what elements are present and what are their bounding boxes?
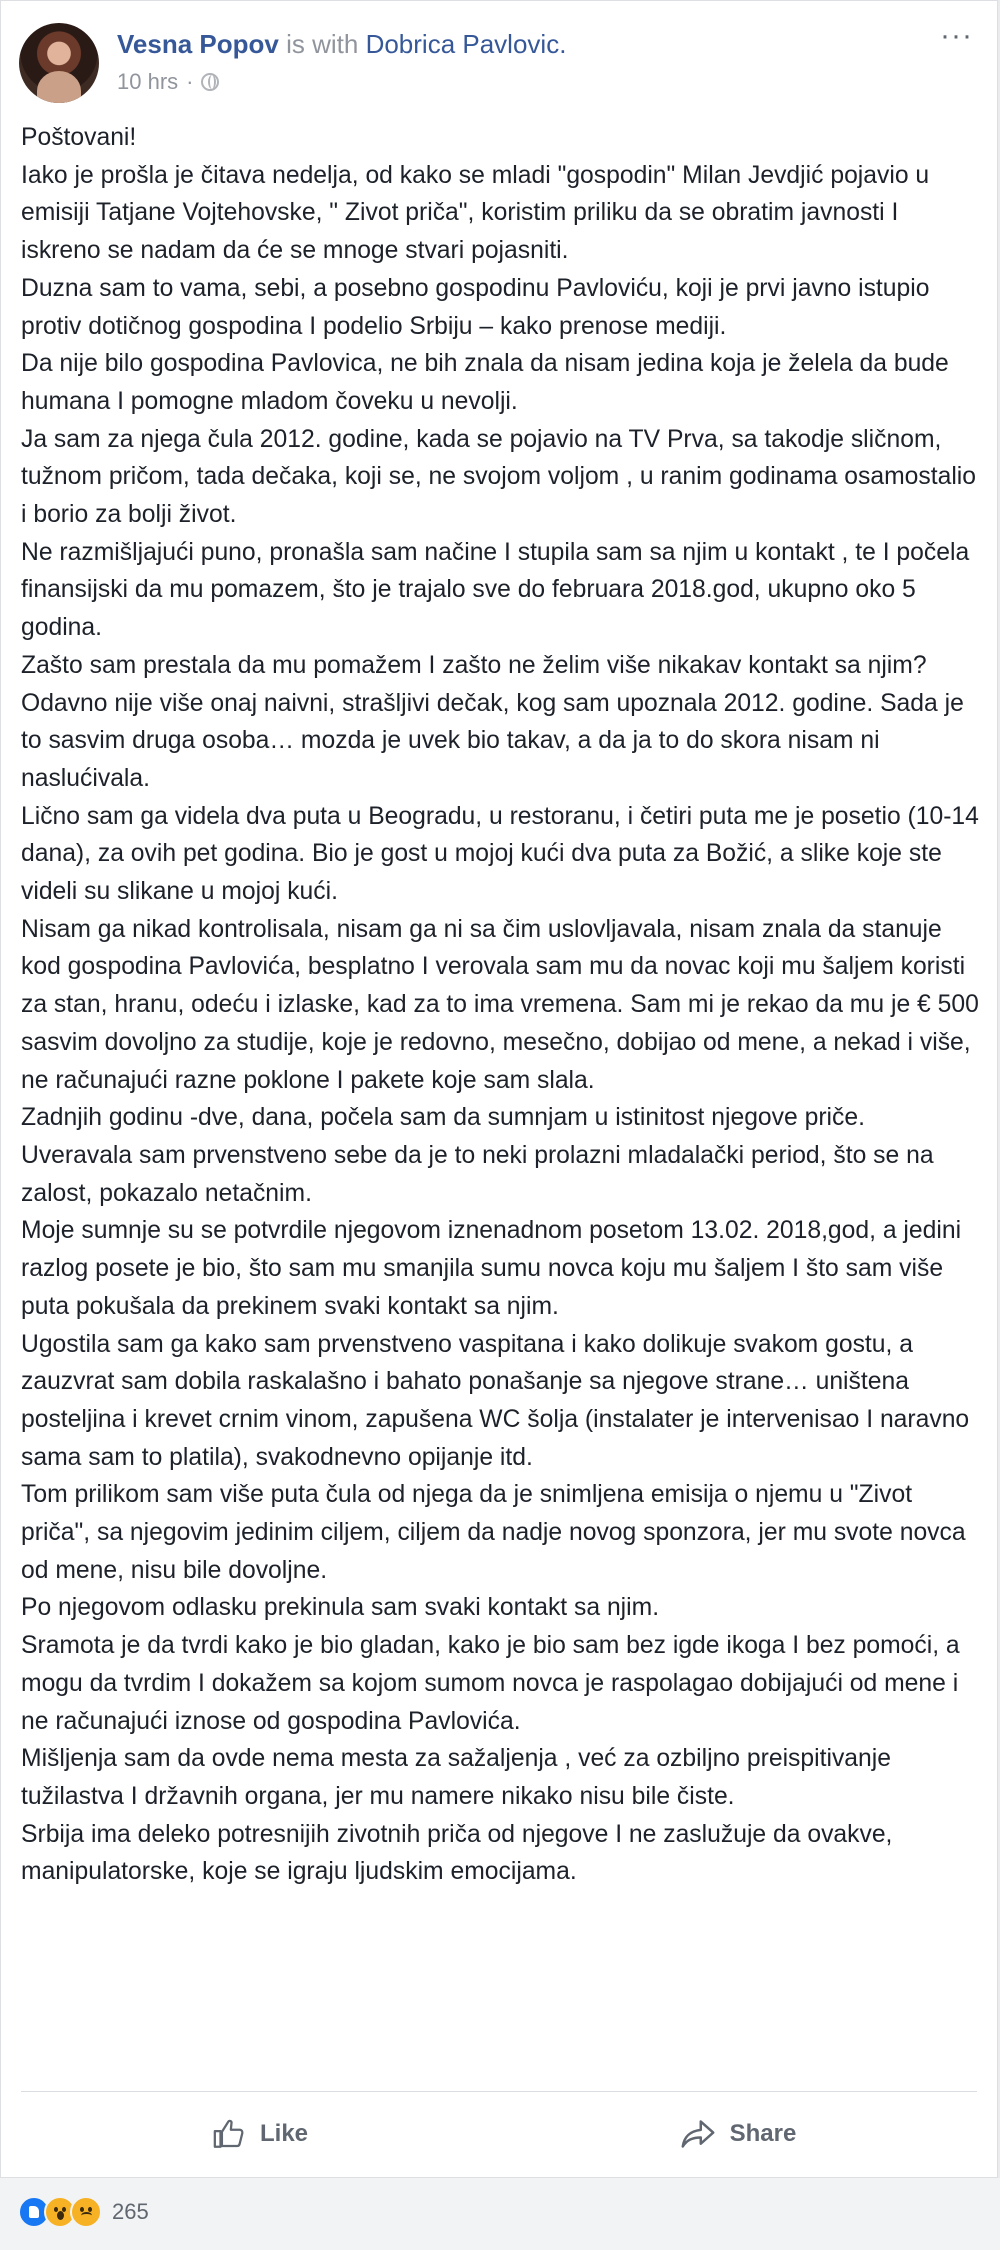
post-paragraph: Zadnjih godinu -dve, dana, počela sam da sumnjam u istinitost njegove priče. Uveravala sam prvenstveno sebe da je to neki prolazni mladalački period, što se na zalost, pokazalo netačnim. bbox=[21, 1104, 941, 1207]
avatar[interactable] bbox=[19, 23, 99, 103]
post-paragraph: Ja sam za njega čula 2012. godine, kada se pojavio na TV Prva, sa takodje sličnom, tužnom pričom, tada dečaka, koji se, ne svojom voljom , u ranim godinama osamostalio i borio za bolji život. bbox=[21, 425, 983, 529]
post-paragraph: Sramota je da tvrdi kako je bio gladan, kako je bio sam bez igde ikoga I bez pomoći, a mogu da tvrdim I dokažem sa kojom sumom novca je raspolagao dobijajući od mene i ne računajući iznose od gospodina Pavlovića. bbox=[21, 1632, 967, 1735]
post-timestamp[interactable]: 10 hrs bbox=[117, 69, 179, 94]
post-paragraph: Moje sumnje su se potvrdile njegovom iznenadnom posetom 13.02. 2018,god, a jedini razlog posete je bio, što sam mu smanjila sumu novca koju mu šaljem I što sam više puta pokušala da prekinem svaki kontakt sa njim. bbox=[21, 1217, 968, 1320]
globe-icon bbox=[201, 73, 219, 91]
post-header bbox=[19, 19, 979, 109]
post-paragraph: Tom prilikom sam više puta čula od njega da je snimljena emisija o njemu u "Zivot priča", sa njegovim jedinim ciljem, ciljem da nadje novog sponzora, jer mu svote novca od mene, nisu bile dovoljne. bbox=[21, 1481, 973, 1584]
post-paragraph: Da nije bilo gospodina Pavlovica, ne bih znala da nisam jedina koja je želela da bude humana I pomogne mladom čoveku u nevolji. bbox=[21, 350, 956, 415]
more-options-icon[interactable]: ··· bbox=[940, 19, 973, 52]
share-label: Share bbox=[729, 2120, 797, 2147]
action-divider bbox=[21, 2091, 977, 2092]
reaction-count: 265 bbox=[112, 2199, 149, 2224]
post-paragraph: Mišljenja sam da ovde nema mesta za sažaljenja , već za ozbiljno preispitivanje tužilastva I državnih organa, jer mu namere nikako nisu bile čiste. bbox=[21, 1745, 898, 1810]
post-meta bbox=[117, 69, 219, 95]
like-button[interactable] bbox=[21, 2097, 499, 2171]
post-paragraph: Po njegovom odlasku prekinula sam svaki kontakt sa njim. bbox=[21, 1594, 660, 1622]
post-title-line bbox=[117, 29, 566, 60]
post-paragraph: Nisam ga nikad kontrolisala, nisam ga ni sa čim uslovljavala, nisam znala da stanuje kod gospodina Pavlovića, besplatno I verovala sam mu da novac koji mu šaljem koristi za stan, hranu, odeću i izlaske, kad za to ima vremena. Sam mi je rekao da mu je € 500 sasvim dovoljno za studije, koje je redovno, mesečno, dobijao od mene, a nekad i više, ne računajući razne poklone I pakete koje sam slala. bbox=[21, 915, 986, 1094]
post-actions bbox=[21, 2097, 977, 2171]
post-paragraph: Srbija ima deleko potresnijih zivotnih priča od njegove I ne zaslužuje da ovakve, manipulatorske, koje se igraju ljudskim emocijama. bbox=[21, 1820, 900, 1886]
post-paragraph: Poštovani! bbox=[21, 124, 137, 151]
reaction-summary[interactable] bbox=[18, 2196, 149, 2228]
share-arrow-icon bbox=[680, 2118, 716, 2150]
post-paragraph: Lično sam ga videla dva puta u Beogradu, u restoranu, i četiri puta me je posetio (10-14 dana), za ovih pet godina. Bio je gost u mojoj kući dva puta za Božić, a slike koje ste videli su slikane u mojoj kući. bbox=[21, 802, 986, 906]
post-paragraph: Ugostila sam ga kako sam prvenstveno vaspitana i kako dolikuje svakom gostu, a zauzvrat sam dobila raskalašno i bahato ponašanje sa njegove strane… uništena posteljina i krevet crnim vinom, zapušena WC šolja (instalater je intervenisao I naravno sama sam to platila), svakodnevno opijanje itd. bbox=[21, 1330, 977, 1471]
like-label: Like bbox=[259, 2120, 309, 2147]
post-paragraph: Odavno nije više onaj naivni, strašljivi dečak, kog sam upoznala 2012. godine. Sada je to sasvim druga osoba… mozda je uvek bio takav, a da ja to do skora nisam ni naslućivala. bbox=[21, 689, 971, 792]
post-paragraph: Duzna sam to vama, sebi, a posebno gospodinu Pavloviću, koji je prvi javno istupio protiv dotičnog gospodina I podelio Srbiju – kako prenose mediji. bbox=[21, 274, 937, 340]
reactions-bar bbox=[0, 2178, 1000, 2250]
post-paragraph: Ne razmišljajući puno, pronašla sam načine I stupila sam sa njim u kontakt , te I počela finansijski da mu pomazem, što je trajalo sve do februara 2018.god, ukupno oko 5 godina. bbox=[21, 538, 977, 642]
post-paragraph: Iako je prošla je čitava nedelja, od kako se mladi "gospodin" Milan Jevdjić pojavio u emisiji Tatjane Vojtehovske, " Zivot priča", koristim priliku da se obratim javnosti I iskreno se nadam da će se mnoge stvari pojasniti. bbox=[21, 161, 937, 265]
tagged-person-link[interactable]: Dobrica Pavlovic. bbox=[365, 29, 567, 59]
sad-reaction-icon bbox=[70, 2196, 102, 2228]
thumbs-up-icon bbox=[212, 2117, 246, 2151]
post-paragraph: Zašto sam prestala da mu pomažem I zašto ne želim više nikakav kontakt sa njim? bbox=[21, 651, 927, 679]
meta-separator: · bbox=[186, 69, 194, 94]
author-name-link[interactable]: Vesna Popov bbox=[117, 29, 279, 59]
post-text bbox=[21, 119, 986, 1891]
share-button[interactable] bbox=[499, 2097, 977, 2171]
with-text: is with bbox=[286, 29, 359, 59]
